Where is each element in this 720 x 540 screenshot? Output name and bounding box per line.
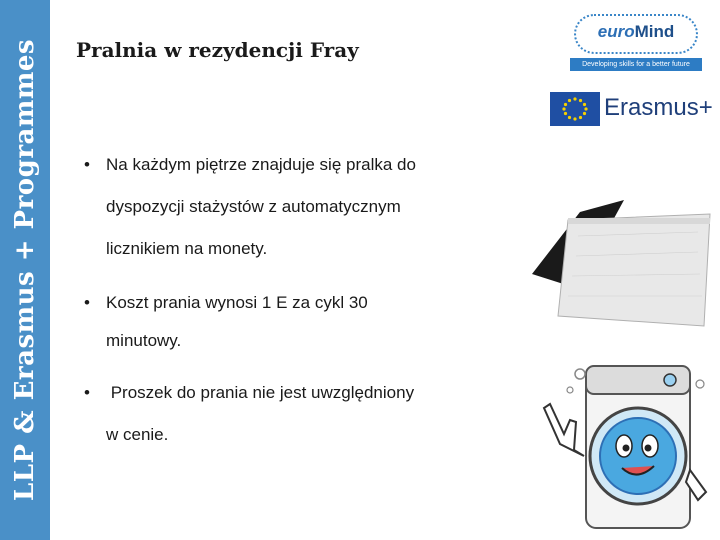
bullet-line: Na każdym piętrze znajduje się pralka do xyxy=(106,155,416,174)
euromind-euro: euro xyxy=(597,22,635,41)
euromind-tagline: Developing skills for a better future xyxy=(570,58,702,71)
bullet-line: minutowy. xyxy=(106,331,182,350)
erasmus-wordmark: Erasmus+ xyxy=(604,94,713,121)
erasmus-logo xyxy=(548,90,714,130)
bullet-list xyxy=(84,144,504,456)
bullet-item xyxy=(84,372,504,456)
euromind-logo xyxy=(568,12,704,74)
sidebar-band xyxy=(0,0,50,540)
bullet-marker: • xyxy=(84,155,90,174)
slide-title: Pralnia w rezydencji Fray xyxy=(76,38,359,62)
washing-machine-image xyxy=(530,360,716,534)
bullet-line: w cenie. xyxy=(106,425,169,444)
bullet-line: dyspozycji stażystów z automatycznym xyxy=(106,197,401,216)
bullet-item xyxy=(84,284,504,360)
bullet-item xyxy=(84,144,504,270)
bullet-marker: • xyxy=(84,383,90,402)
eu-flag-icon xyxy=(550,92,600,126)
bullet-line: Koszt prania wynosi 1 E za cykl 30 xyxy=(106,293,368,312)
euromind-mind: Mind xyxy=(634,22,675,41)
bullet-line: Proszek do prania nie jest uwzględniony xyxy=(106,383,415,402)
bullet-line: licznikiem na monety. xyxy=(106,239,268,258)
sidebar-programme-text: LLP & Erasmus + Programmes xyxy=(10,38,40,502)
euromind-wordmark xyxy=(568,22,704,42)
laundry-bag-image xyxy=(528,196,714,336)
bullet-marker: • xyxy=(84,293,90,312)
